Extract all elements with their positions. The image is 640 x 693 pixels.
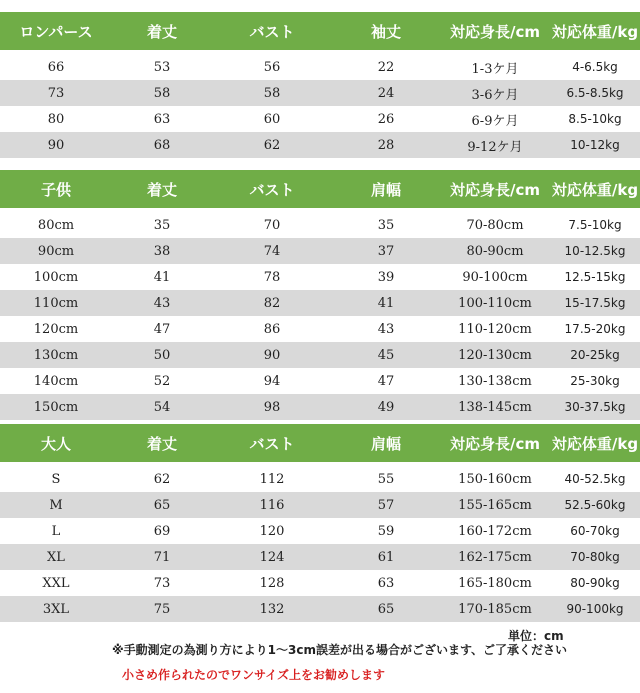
table-row	[0, 570, 640, 596]
kids-header-cell: 対応身長/cm	[449, 180, 540, 199]
romper-cell: 28	[377, 137, 395, 153]
size-recommendation: 小さめ作られたのでワンサイズ上をお勧めします	[122, 668, 386, 682]
adult-cell: 70-80kg	[570, 550, 620, 564]
kids-cell: 138-145cm	[458, 399, 532, 415]
romper-header-cell: 対応身長/cm	[449, 22, 540, 41]
kids-header-cell: 着丈	[146, 180, 177, 199]
adult-cell: 90-100kg	[566, 602, 624, 616]
kids-cell: 98	[263, 399, 281, 415]
romper-header-cell: ロンパース	[19, 22, 93, 41]
adult-cell: 150-160cm	[458, 471, 532, 487]
kids-cell: 25-30kg	[570, 374, 620, 388]
kids-cell: 47	[153, 321, 171, 337]
kids-cell: 37	[377, 243, 395, 259]
adult-cell: 63	[377, 575, 395, 591]
romper-cell: 26	[377, 111, 395, 127]
table-row	[0, 394, 640, 420]
adult-cell: 61	[377, 549, 395, 565]
kids-cell: 120cm	[33, 321, 79, 337]
kids-cell: 86	[263, 321, 281, 337]
adult-cell: 65	[377, 601, 395, 617]
romper-cell: 4-6.5kg	[572, 60, 618, 74]
kids-cell: 47	[377, 373, 395, 389]
adult-cell: 132	[259, 601, 285, 617]
adult-header-cell: 着丈	[146, 434, 177, 453]
kids-header-cell: 子供	[40, 180, 71, 199]
kids-cell: 17.5-20kg	[564, 322, 626, 336]
table-row	[0, 518, 640, 544]
romper-cell: 1-3ケ月	[471, 61, 519, 77]
adult-header-cell: 対応身長/cm	[449, 434, 540, 453]
adult-cell: 40-52.5kg	[564, 472, 626, 486]
kids-cell: 80-90cm	[466, 243, 524, 259]
romper-header-cell: 袖丈	[370, 22, 401, 41]
romper-size-table	[0, 12, 640, 158]
adult-cell: 55	[377, 471, 395, 487]
adult-cell: 170-185cm	[458, 601, 532, 617]
table-row	[0, 466, 640, 492]
adult-cell: 162-175cm	[458, 549, 532, 565]
kids-cell: 39	[377, 269, 395, 285]
kids-cell: 43	[153, 295, 171, 311]
adult-cell: 75	[153, 601, 171, 617]
kids-cell: 43	[377, 321, 395, 337]
adult-header-row	[0, 424, 640, 462]
kids-cell: 15-17.5kg	[564, 296, 626, 310]
romper-cell: 6.5-8.5kg	[566, 86, 624, 100]
adult-cell: 124	[259, 549, 285, 565]
romper-cell: 73	[47, 85, 65, 101]
kids-cell: 80cm	[37, 217, 75, 233]
romper-cell: 8.5-10kg	[568, 112, 622, 126]
kids-cell: 130cm	[33, 347, 79, 363]
kids-cell: 140cm	[33, 373, 79, 389]
kids-header-cell: 対応体重/kg	[551, 180, 639, 199]
romper-cell: 10-12kg	[570, 138, 620, 152]
kids-cell: 30-37.5kg	[564, 400, 626, 414]
romper-header-row	[0, 12, 640, 50]
kids-header-cell: 肩幅	[370, 180, 401, 199]
romper-cell: 62	[263, 137, 281, 153]
kids-cell: 150cm	[33, 399, 79, 415]
kids-cell: 52	[153, 373, 171, 389]
romper-header-cell: バスト	[249, 22, 295, 41]
adult-cell: L	[51, 523, 61, 539]
romper-header-cell: 対応体重/kg	[551, 22, 639, 41]
romper-header-cell: 着丈	[146, 22, 177, 41]
kids-cell: 90-100cm	[462, 269, 528, 285]
kids-cell: 7.5-10kg	[568, 218, 622, 232]
kids-cell: 54	[153, 399, 171, 415]
kids-cell: 70-80cm	[466, 217, 524, 233]
kids-cell: 12.5-15kg	[564, 270, 626, 284]
romper-cell: 58	[153, 85, 171, 101]
adult-cell: 71	[153, 549, 171, 565]
kids-cell: 20-25kg	[570, 348, 620, 362]
kids-cell: 120-130cm	[458, 347, 532, 363]
adult-cell: XL	[47, 549, 65, 565]
table-row	[0, 264, 640, 290]
romper-cell: 80	[47, 111, 65, 127]
romper-cell: 6-9ケ月	[471, 113, 519, 129]
kids-cell: 74	[263, 243, 281, 259]
romper-cell: 60	[263, 111, 281, 127]
kids-header-cell: バスト	[249, 180, 295, 199]
table-row	[0, 238, 640, 264]
kids-cell: 82	[263, 295, 281, 311]
romper-cell: 3-6ケ月	[471, 87, 519, 103]
romper-cell: 24	[377, 85, 395, 101]
adult-cell: 112	[259, 471, 285, 487]
adult-cell: 62	[153, 471, 171, 487]
adult-size-table	[0, 424, 640, 622]
adult-cell: 57	[377, 497, 395, 513]
table-row	[0, 212, 640, 238]
romper-cell: 53	[153, 59, 171, 75]
romper-cell: 66	[47, 59, 65, 75]
adult-cell: S	[51, 471, 61, 487]
adult-cell: 116	[259, 497, 285, 513]
kids-cell: 49	[377, 399, 395, 415]
romper-cell: 22	[377, 59, 395, 75]
romper-cell: 56	[263, 59, 281, 75]
table-row	[0, 368, 640, 394]
adult-cell: XXL	[42, 575, 70, 591]
kids-cell: 41	[153, 269, 171, 285]
kids-cell: 100-110cm	[458, 295, 532, 311]
romper-cell: 63	[153, 111, 171, 127]
table-row	[0, 544, 640, 570]
kids-cell: 41	[377, 295, 395, 311]
romper-cell: 90	[47, 137, 65, 153]
table-row	[0, 106, 640, 132]
kids-cell: 94	[263, 373, 281, 389]
kids-cell: 35	[377, 217, 395, 233]
romper-cell: 68	[153, 137, 171, 153]
kids-cell: 78	[263, 269, 281, 285]
kids-cell: 110-120cm	[458, 321, 532, 337]
kids-cell: 130-138cm	[458, 373, 532, 389]
table-row	[0, 132, 640, 158]
kids-cell: 100cm	[33, 269, 79, 285]
adult-header-cell: バスト	[249, 434, 295, 453]
kids-cell: 90cm	[37, 243, 75, 259]
adult-cell: 59	[377, 523, 395, 539]
kids-cell: 10-12.5kg	[564, 244, 626, 258]
kids-cell: 50	[153, 347, 171, 363]
table-row	[0, 316, 640, 342]
kids-cell: 110cm	[33, 295, 79, 311]
adult-cell: 3XL	[42, 601, 70, 617]
adult-header-cell: 対応体重/kg	[551, 434, 639, 453]
adult-cell: 52.5-60kg	[564, 498, 626, 512]
kids-cell: 38	[153, 243, 171, 259]
adult-header-cell: 肩幅	[370, 434, 401, 453]
kids-size-table	[0, 170, 640, 420]
romper-cell: 9-12ケ月	[467, 139, 523, 155]
adult-cell: 165-180cm	[458, 575, 532, 591]
adult-cell: 80-90kg	[570, 576, 620, 590]
kids-cell: 70	[263, 217, 281, 233]
adult-cell: 60-70kg	[570, 524, 620, 538]
table-row	[0, 492, 640, 518]
adult-cell: 155-165cm	[458, 497, 532, 513]
kids-cell: 35	[153, 217, 171, 233]
unit-label: 単位：cm	[508, 629, 564, 643]
table-row	[0, 596, 640, 622]
adult-cell: 160-172cm	[458, 523, 532, 539]
adult-cell: 120	[259, 523, 285, 539]
adult-cell: M	[49, 497, 63, 513]
table-row	[0, 342, 640, 368]
table-row	[0, 80, 640, 106]
adult-cell: 65	[153, 497, 171, 513]
kids-cell: 90	[263, 347, 281, 363]
table-row	[0, 290, 640, 316]
romper-cell: 58	[263, 85, 281, 101]
adult-cell: 73	[153, 575, 171, 591]
measurement-note: ※手動測定の為測り方により1～3cm誤差が出る場合がございます、ご了承ください	[112, 643, 568, 657]
adult-cell: 69	[153, 523, 171, 539]
adult-header-cell: 大人	[40, 434, 71, 453]
kids-cell: 45	[377, 347, 395, 363]
adult-cell: 128	[259, 575, 285, 591]
table-row	[0, 54, 640, 80]
kids-header-row	[0, 170, 640, 208]
